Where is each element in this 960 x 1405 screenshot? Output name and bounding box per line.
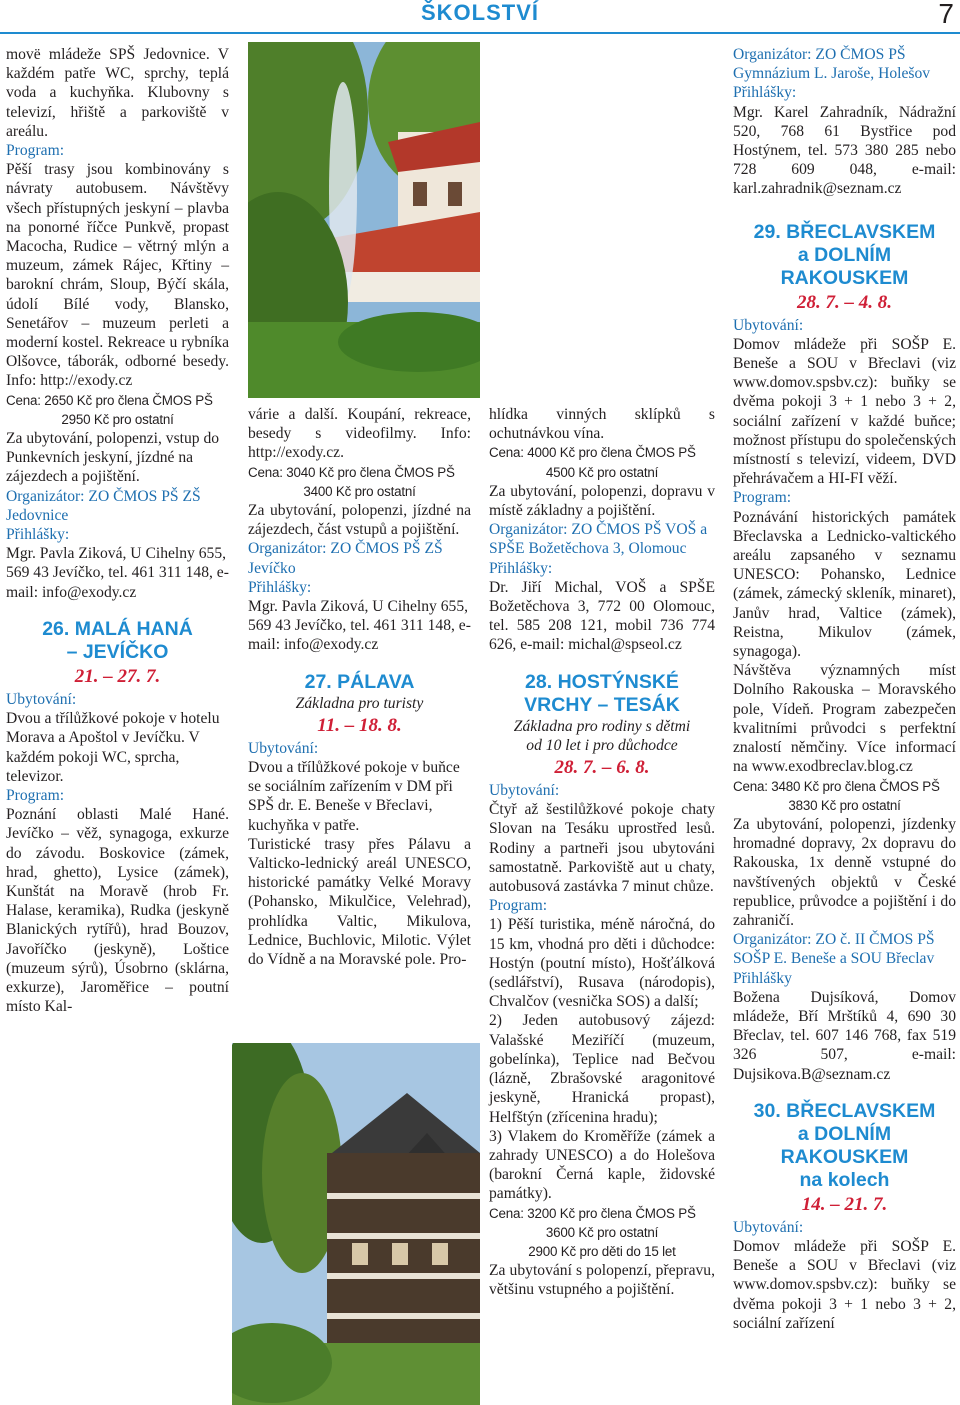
column-2 [248,405,471,969]
section-29-title-1: 29. BŘECLAVSKEM [753,220,936,243]
price-other: 2950 Kč pro ostatní [61,411,174,427]
section-29-program-label: Program: [733,489,792,507]
section-29-organizer: Organizátor: ZO č. II ČMOS PŠ SOŠP E. Beneše a SOU Břeclav [733,931,935,968]
section-27-lodging: Dvou a třílůžkové pokoje v buňce se sociálním zařízením v DM při SPŠ dr. E. Beneše v Břeclavi, kuchyňka v patře. [248,759,460,834]
section-title: ŠKOLSTVÍ [420,0,539,25]
continued-text: várie a další. Koupání, rekreace, besedy s videofilmy. Info: http://exody.cz. [248,406,471,462]
price-includes: Za ubytování, polopenzi, jízdné na zájezdech, část vstupů a pojištění. [248,502,471,539]
section-29-lodging: Domov mládeže při SOŠP E. Beneše a SOU v Břeclavi (viz www.domov.spsbv.cz): buňky se dvěma pokoji 3 + 1 nebo 3 + 2, sociální zařízení v každé buňce; možnost přístupu do společenských místností s televizí, videem, DVD přehrávačem a HI-FI věží. [733,335,956,488]
section-30-title-3: RAKOUSKEM [780,1145,909,1168]
price-member: Cena: 3040 Kč pro člena ČMOS PŠ [248,464,455,480]
column-1 [6,45,229,1016]
section-27-program: Turistické trasy přes Pálavu a Valticko-lednický areál UNESCO, historické památky Velké Moravy (Pohansko, Mikulčice, Velehrad), prohlídka Valtic, Mikulova, Lednice, Buchlovic, Milotic. Výlet do Vídně a na Moravské pole. Pro- [248,835,471,969]
price-member: Cena: 4000 Kč pro člena ČMOS PŠ [489,445,696,461]
applications-label: Přihlášky: [733,84,797,102]
program-label: Program: [6,142,65,160]
section-29-program-1: Poznávání historických památek Břeclavska a Lednicko-valtického areálu zapsaného v seznamu UNESCO: Pohansko, Lednice (zámek, zámecký skleník, minaret), Janův hrad, Valtice (zámek), Reistna, Mikulov (zámek, synagoga). [733,508,956,661]
section-29-applications-contact: Božena Dujsíková, Domov mládeže, Bří Mrštíků 4, 690 30 Břeclav, tel. 607 146 768, fax 519 326 507, e-mail: Dujsikova.B@seznam.cz [733,988,956,1083]
program-text: Pěší trasy jsou kombinovány s návraty autobusem. Návštěvy všech přístupných jeskyní – plavba na ponorné říčce Punkvě, propast Macocha, Rudice – větrný mlýn a muzeum, zámek Rájec, Křtiny – barokní chrám, Sloup, Býčí skála, údolí Bílé vody, Blansko, Senetářov – muzeum perleti a moderní kostel. Rekreace u rybníka Olšovce, táborák, odborné besedy. Info: http://exody.cz [6,161,229,390]
section-30-title-4: na kolech [799,1168,890,1191]
section-26-dates: 21. – 27. 7. [74,665,161,687]
section-29-title-2: a DOLNÍM [797,243,892,266]
section-26-program-label: Program: [6,786,65,804]
section-30-lodging: Domov mládeže při SOŠP E. Beneše a SOU v Břeclavi (viz www.domov.spsbv.cz): buňky se dvěma pokoji 3 + 1 nebo 3 + 2, sociální zařízení [733,1237,956,1332]
section-29-price-includes: Za ubytování, polopenzi, jízdenky hromadné dopravy, 2x dopravu do Rakouska, 1x denně vstupné do navštívených objektů v České republice, průvodce a pojištění i do zahraničí. [733,815,956,929]
applications-contact: Dr. Jiří Michal, VOŠ a SPŠE Božetěchova 3, 772 00 Olomouc, tel. 585 208 121, mobil 736 774 626, e-mail: michal@spseol.cz [489,578,715,654]
price-member: Cena: 2650 Kč pro člena ČMOS PŠ [6,392,213,408]
section-26-program: Poznání oblasti Malé Hané. Jevíčko – věž, synagoga, exkurze do závodu. Boskovice (zámek, hrad, ghetto), Lysice (zámek), Kunštát na Moravě (hrob Fr. Halase, keramika), Rudka (jeskyně Blanických rytířů), hrad Bouzov, Javoříčko (jeskyně), Loštice (muzeum sýrů), Úsobrno (sklárna, exkurze), Jaroměřice – poutní místo Kal- [6,806,229,1016]
section-28-price-children: 2900 Kč pro děti do 15 let [528,1243,676,1259]
organizer: Organizátor: ZO ČMOS PŠ VOŠ a SPŠE Božetěchova 3, Olomouc [489,521,708,558]
section-28-title-1: 28. HOSTÝNSKÉ [525,670,679,693]
organizer: Organizátor: ZO ČMOS PŠ ZŠ Jedovnice [6,487,201,524]
section-28 [489,671,715,1300]
section-29-dates: 28. 7. – 4. 8. [797,291,892,313]
section-26-title-2: – JEVÍČKO [66,640,169,663]
photo-timber-hotel [232,1043,480,1405]
applications-label: Přihlášky: [248,578,312,596]
column-3 [489,405,715,1300]
section-27 [248,671,471,970]
section-27-lodging-label: Ubytování: [248,739,319,757]
header-rule [0,32,960,34]
price-other: 4500 Kč pro ostatní [545,464,659,480]
column-4 [733,45,956,1333]
section-27-dates: 11. – 18. 8. [317,714,402,736]
section-28-subtitle-1: Základna pro rodiny s dětmi [513,717,691,735]
section-29-applications-label: Přihlášky [733,969,792,987]
section-28-title-2: VRCHY – TESÁK [524,693,680,716]
organizer: Organizátor: ZO ČMOS PŠ ZŠ Jevíčko [248,540,443,577]
section-30 [733,1100,956,1333]
section-30-lodging-label: Ubytování: [733,1218,804,1236]
section-29-price-member: Cena: 3480 Kč pro člena ČMOS PŠ [733,778,940,794]
section-28-program-1: 1) Pěší turistika, méně náročná, do 15 km, vhodná pro děti i důchodce: Hostýn (poutní místo), Hošťálková (sedlářství), Rusava (národopis), Chvalčov (vesnička SOS) a další; [489,916,715,1011]
section-26-lodging-label: Ubytování: [6,690,77,708]
applications-contact: Mgr. Karel Zahradník, Nádražní 520, 768 61 Bystřice pod Hostýnem, tel. 573 380 285 nebo 728 609 048, e-mail: karl.zahradnik@seznam.cz [733,103,956,198]
photo-villa-fountain [248,42,480,398]
section-26 [6,618,229,1016]
section-29-title-3: RAKOUSKEM [780,266,909,289]
section-29-program-2: Návštěva významných míst Dolního Rakouska – Moravského pole, Vídeň. Program zabezpečen kvalitními průvodci s perfektní znalostí němčiny. Více informací na www.exodbreclav.blog.cz [733,662,956,776]
section-30-title-1: 30. BŘECLAVSKEM [753,1099,936,1122]
section-28-subtitle-2: od 10 let i pro důchodce [526,736,678,754]
applications-label: Přihlášky: [6,526,70,544]
continued-text: hlídka vinných sklípků s ochutnávkou vína. [489,406,715,443]
section-28-price-member: Cena: 3200 Kč pro člena ČMOS PŠ [489,1205,696,1221]
section-26-lodging: Dvou a třílůžkové pokoje v hotelu Morava a Apoštol v Jevíčku. V každém pokoji WC, sprcha, televizor. [6,710,220,785]
page-number: 7 [938,0,954,29]
applications-contact: Mgr. Pavla Ziková, U Cihelny 655, 569 43 Jevíčko, tel. 461 311 148, e-mail: info@exody.cz [6,545,229,601]
section-30-title-2: a DOLNÍM [797,1122,892,1145]
section-28-dates: 28. 7. – 6. 8. [554,757,650,779]
section-28-program-2: 2) Jeden autobusový zájezd: Valašské Meziříčí (muzeum, gobelínka), Teplice nad Bečvou (lázně, Zbrašovské aragonitové jeskyně, Hranická propast), Helfštýn (zřícenina hradu); [489,1012,715,1126]
section-28-lodging: Čtyř až šestilůžkové pokoje chaty Slovan na Tesáku uprostřed lesů. Rodiny a partneři jsou ubytováni samostatně. Parkoviště aut u chaty, autobusová zastávka 7 minut chůze. [489,801,715,896]
organizer: Organizátor: ZO ČMOS PŠ Gymnázium L. Jaroše, Holešov [733,46,931,83]
section-28-price-includes: Za ubytování s polopenzí, přepravu, většinu vstupného a pojištění. [489,1262,715,1299]
section-29 [733,221,956,1084]
section-26-title-1: 26. MALÁ HANÁ [42,617,193,640]
intro-text: movë mládeže SPŠ Jedovnice. V každém patře WC, sprchy, teplá voda a kuchyňka. Klubovny s televizí, hřiště a parkoviště v areálu. [6,46,229,140]
applications-contact: Mgr. Pavla Ziková, U Cihelny 655, 569 43 Jevíčko, tel. 461 311 148, e-mail: info@exody.cz [248,598,471,654]
section-27-subtitle: Základna pro turisty [295,694,424,712]
section-28-program-3: 3) Vlakem do Kroměříže (zámek a zahrady UNESCO) a do Holešova (barokní Černá kaple, židovské památky). [489,1127,715,1203]
section-28-lodging-label: Ubytování: [489,782,560,800]
price-includes: Za ubytování, polopenzi, dopravu v místě základny a pojištění. [489,482,715,520]
section-27-title: 27. PÁLAVA [304,670,415,693]
section-29-lodging-label: Ubytování: [733,316,804,334]
applications-label: Přihlášky: [489,559,553,577]
price-includes: Za ubytování, polopenzi, vstup do Punkevních jeskyní, jízdné na zájezdech a pojištění. [6,430,220,486]
section-29-price-other: 3830 Kč pro ostatní [788,797,901,813]
section-30-dates: 14. – 21. 7. [801,1193,888,1215]
section-28-price-other: 3600 Kč pro ostatní [545,1224,659,1240]
section-28-program-label: Program: [489,897,548,915]
price-other: 3400 Kč pro ostatní [303,483,416,499]
